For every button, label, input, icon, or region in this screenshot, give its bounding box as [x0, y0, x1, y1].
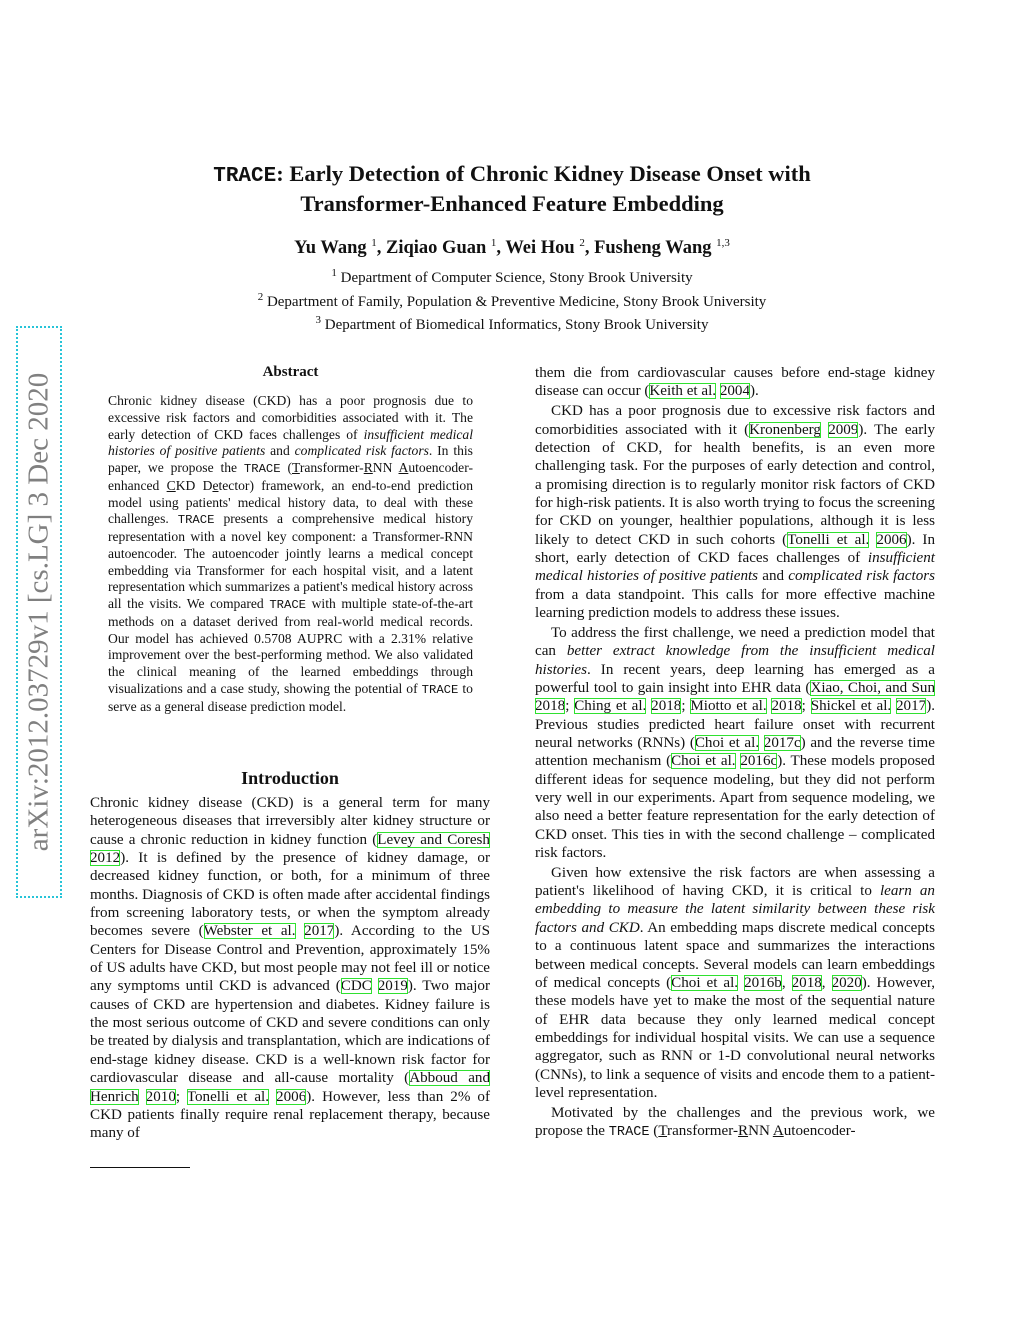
text-run: ). In short, early detection of CKD faces challenges of	[535, 531, 935, 566]
citation-link[interactable]: 2017	[896, 698, 927, 715]
author: Wei Hou	[505, 238, 575, 259]
citation-link[interactable]: Ching et al.	[574, 698, 647, 715]
text-run: them die from cardiovascular causes before end-stage kidney disease can occur (	[535, 365, 935, 400]
text-run: from a data standpoint. This calls for more effective machine learning prediction models to address these issues.	[535, 586, 935, 621]
text-run: Motivated by the challenges and the previous work, we propose the	[535, 1104, 935, 1140]
citation-link[interactable]: Miotto et al.	[690, 698, 767, 715]
author: Ziqiao Guan	[386, 238, 487, 259]
text-run: . In recent years, deep learning has emerged as a powerful tool to gain insight into EHR data (	[535, 661, 935, 696]
affiliation	[0, 288, 1024, 312]
underlined-letter: R	[737, 1123, 749, 1140]
text-run: (	[649, 1123, 659, 1140]
citation-link[interactable]: 2016c	[740, 753, 778, 770]
underlined-letter: T	[658, 1123, 668, 1140]
text-run: ). The early detection of CKD, for health benefits, is an even more challenging task. For the purposes of early detection and control, a promising direction is to regularly monitor risk factors of CKD for high-risk patients. It is also worth trying to focus the screening for CKD on younger, healthier populations, although it is less likely to detect CKD in such cohorts (	[535, 421, 935, 548]
text-run: ). These models proposed different ideas for sequence modeling, but they did not perform very well in our experiments. Apart from sequence modeling, we also need a better feature representation for the early detection of CKD onset. This ties in with the second challenge – complicated risk factors.	[535, 753, 935, 861]
affiliation-text: Department of Family, Population & Preventive Medicine, Stony Brook University	[266, 293, 767, 310]
citation-link[interactable]: 2018	[651, 698, 682, 715]
author-affiliation-mark: 2	[579, 237, 585, 249]
text-run	[139, 1089, 146, 1105]
abstract-heading: Abstract	[262, 364, 319, 380]
text-run: ;	[801, 698, 811, 715]
paragraph	[535, 402, 935, 622]
italic-text: insufficient medical histories of positive patients	[535, 549, 935, 585]
citation-link[interactable]: 2018	[771, 698, 802, 715]
paragraph	[535, 864, 935, 1102]
citation-link[interactable]: 2017	[304, 923, 335, 940]
italic-text: better extract knowledge from the insufficient medical histories	[535, 643, 935, 678]
citation-link[interactable]: Choi et al.	[694, 734, 760, 751]
text-run: Chronic kidney disease (CKD) has a poor prognosis due to excessive risk factors and comorbidities associated with it. The early detection of CKD faces challenges of	[108, 393, 473, 442]
text-run: To address the first challenge, we need a prediction model that can	[535, 624, 935, 660]
citation-link[interactable]: Keith et al.	[649, 383, 717, 400]
text-run: ;	[681, 698, 691, 715]
citation-link[interactable]: 2018	[535, 698, 566, 715]
title-line-2: Transformer-Enhanced Feature Embedding	[300, 191, 724, 216]
text-run: presents a comprehensive medical history representation with a novel key component: a Transformer-RNN autoencoder. The autoencoder jointly learns a medical concept embedding via Transformer for each hospital visit, and a latent representation which summarizes a patient's medical history across all the visits. We compared	[108, 511, 473, 611]
author-list: Yu Wang $^1$, Ziqiao Guan $^1$, Wei Hou $^2$, Fusheng Wang $^{1,3}$	[294, 237, 730, 259]
text-run: NN	[748, 1123, 773, 1140]
affiliation-mark: 2	[257, 290, 264, 303]
citation-link[interactable]: Xiao, Choi, and Sun	[810, 679, 936, 696]
code-name: TRACE	[421, 682, 459, 697]
text-run: . In this paper, we propose the	[108, 443, 473, 475]
introduction-body	[90, 794, 490, 1143]
text-run: ). According to the US Centers for Disease Control and Prevention, approximately 15% of US adults have CKD, but most people may not feel ill or notice any symptoms until CKD is advanced (	[90, 923, 490, 995]
citation-link[interactable]: 2010	[145, 1088, 176, 1105]
text-run: . An embedding maps discrete medical concepts to a continuous latent space and summarizes the interactions between medical concepts. Several models can learn embeddings of medical concepts (	[535, 919, 935, 991]
introduction-heading: Introduction	[241, 768, 339, 788]
author: Yu Wang	[294, 238, 367, 259]
underlined-letter: R	[363, 460, 373, 475]
text-run: Chronic kidney disease (CKD) is a general term for many heterogeneous diseases that irreversibly alter kidney structure or cause a chronic reduction in kidney function (	[90, 795, 490, 848]
paragraph	[90, 794, 490, 1143]
text-run: utoencoder-	[783, 1123, 856, 1140]
paragraph	[535, 364, 935, 401]
citation-link[interactable]: 2006	[276, 1088, 307, 1105]
text-run: KD D	[175, 477, 213, 493]
citation-link[interactable]: Choi et al.	[671, 753, 736, 770]
citation-link[interactable]: 2012	[90, 850, 121, 867]
text-run	[296, 923, 305, 939]
paper-title	[0, 160, 1024, 217]
author-affiliation-mark: 1	[490, 237, 497, 249]
underlined-letter: A	[772, 1123, 784, 1140]
code-name: TRACE	[608, 1125, 650, 1141]
footnote-rule	[90, 1167, 190, 1168]
text-run: NN	[372, 460, 399, 475]
text-run: ). Two major causes of CKD are hypertension and diabetes. Kidney failure is the most serious outcome of CKD and severe conditions can only be treated by dialysis and transplantation, which are indications of end-stage kidney disease. CKD is a well-known risk factor for cardiovascular disease and all-cause mortality (	[90, 978, 490, 1087]
italic-text: learn an embedding to measure the latent similarity between these risk factors and CKD	[535, 883, 935, 936]
text-run: ,	[781, 974, 792, 991]
text-run: and	[758, 568, 789, 585]
text-run: ,	[821, 974, 832, 991]
text-run: ). Previous studies predicted heart failure onset with recurrent neural networks (RNNs) (	[535, 698, 935, 751]
text-run: to serve as a general disease prediction model.	[108, 680, 473, 714]
citation-link[interactable]: 2019	[377, 978, 408, 995]
text-run: ;	[175, 1088, 187, 1105]
citation-link[interactable]: Kronenberg	[749, 421, 821, 438]
citation-link[interactable]: Tonelli et al.	[186, 1088, 269, 1105]
affiliation	[0, 311, 1024, 335]
author: Fusheng Wang	[594, 238, 712, 259]
citation-link[interactable]: 2004	[719, 383, 751, 400]
underlined-letter: A	[398, 460, 409, 475]
affiliation-text: Department of Biomedical Informatics, Stony Brook University	[324, 317, 709, 333]
title-prefix: TRACE	[213, 165, 277, 188]
code-name: TRACE	[269, 598, 307, 612]
citation-link[interactable]: 2016b	[744, 974, 782, 991]
citation-link[interactable]: Webster et al.	[203, 923, 296, 940]
text-run: CKD has a poor prognosis due to excessive risk factors and comorbidities associated with it (	[535, 403, 935, 438]
citation-link[interactable]: 2020	[831, 974, 862, 991]
citation-link[interactable]: 2018	[791, 974, 822, 991]
underlined-letter: T	[291, 460, 300, 475]
code-name: TRACE	[177, 513, 215, 528]
text-run: Given how extensive the risk factors are when assessing a patient's likelihood of having CKD, it is critical to	[535, 864, 935, 900]
affiliation-mark: 1	[331, 267, 337, 279]
citation-link[interactable]: CDC	[340, 978, 372, 995]
citation-link[interactable]: 2006	[876, 531, 907, 548]
text-run: ;	[565, 698, 575, 715]
text-run: ransformer-	[299, 460, 364, 475]
right-column-body	[535, 364, 935, 1144]
affiliation	[0, 264, 1024, 288]
citation-link[interactable]: Levey and Coresh	[377, 831, 490, 848]
arxiv-identifier-stamp[interactable]	[16, 326, 62, 898]
citation-link[interactable]: 2009	[828, 421, 859, 438]
paragraph	[535, 1104, 935, 1143]
text-run: ). However, less than 2% of CKD patients finally require renal replacement therapy, because many of	[90, 1088, 491, 1142]
arxiv-id[interactable]: arXiv:2012.03729v1 [cs.LG] 3 Dec 2020	[22, 372, 55, 852]
author-affiliation-mark: 1	[371, 237, 377, 249]
text-run: with multiple state-of-the-art methods on a dataset derived from real-world medical records. Our model has achieved 0.5708 AUPRC with a 2.31% relative improvement over the best-performing method. We also validated the clinical meaning of the learned embeddings through visualizations and a case study, showing the potential of	[108, 596, 473, 696]
abstract-body	[108, 393, 473, 715]
text-run: ) and the reverse time attention mechanism (	[535, 734, 935, 770]
text-run	[372, 978, 378, 994]
text-run: (	[280, 460, 292, 475]
affiliation-mark: 3	[315, 314, 322, 326]
title-line-1: : Early Detection of Chronic Kidney Disease Onset with	[276, 161, 811, 186]
citation-link[interactable]: Abboud and Henrich	[90, 1070, 490, 1105]
text-run: ransformer-	[667, 1123, 738, 1140]
underlined-letter: C	[166, 477, 176, 493]
text-run: ). It is defined by the presence of kidney damage, or decreased kidney function, or both, for a minimum of three months. Diagnosis of CKD is often made after accidental findings from screening laboratory tests, or when the symptom already becomes severe (	[90, 850, 490, 940]
italic-text: complicated risk factors	[294, 443, 429, 459]
italic-text: complicated risk factors	[788, 568, 935, 585]
paragraph	[108, 393, 473, 715]
text-run: ). However, these models have yet to make the most of the sequential nature of EHR data because they only learned medical concept embeddings for individual hospital visits. We can use a sequence aggregator, such as RNN or 1-D convolutional neural networks (CNNs), to link a sequence of visits and encode them to a patient-level representation.	[535, 974, 936, 1101]
underlined-letter: e	[212, 477, 219, 493]
paragraph	[535, 624, 935, 862]
affiliation-text: Department of Computer Science, Stony Brook University	[340, 270, 693, 286]
text-run: tector) framework, an end-to-end prediction model using patients' medical history data, to deal with these challenges.	[108, 477, 473, 527]
code-name: TRACE	[243, 462, 281, 476]
text-run: and	[265, 443, 295, 459]
citation-link[interactable]: 2017c	[763, 734, 801, 751]
citation-link[interactable]: Choi et al.	[671, 974, 739, 991]
citation-link[interactable]: Tonelli et al.	[787, 531, 870, 548]
affiliations	[0, 264, 1024, 335]
author-affiliation-mark: 1,3	[716, 237, 730, 249]
text-run: ).	[750, 383, 759, 400]
text-run: utoencoder-enhanced	[108, 460, 473, 493]
text-run	[269, 1089, 276, 1105]
italic-text: insufficient medical histories of positive patients	[108, 426, 473, 459]
citation-link[interactable]: Shickel et al.	[810, 698, 892, 715]
